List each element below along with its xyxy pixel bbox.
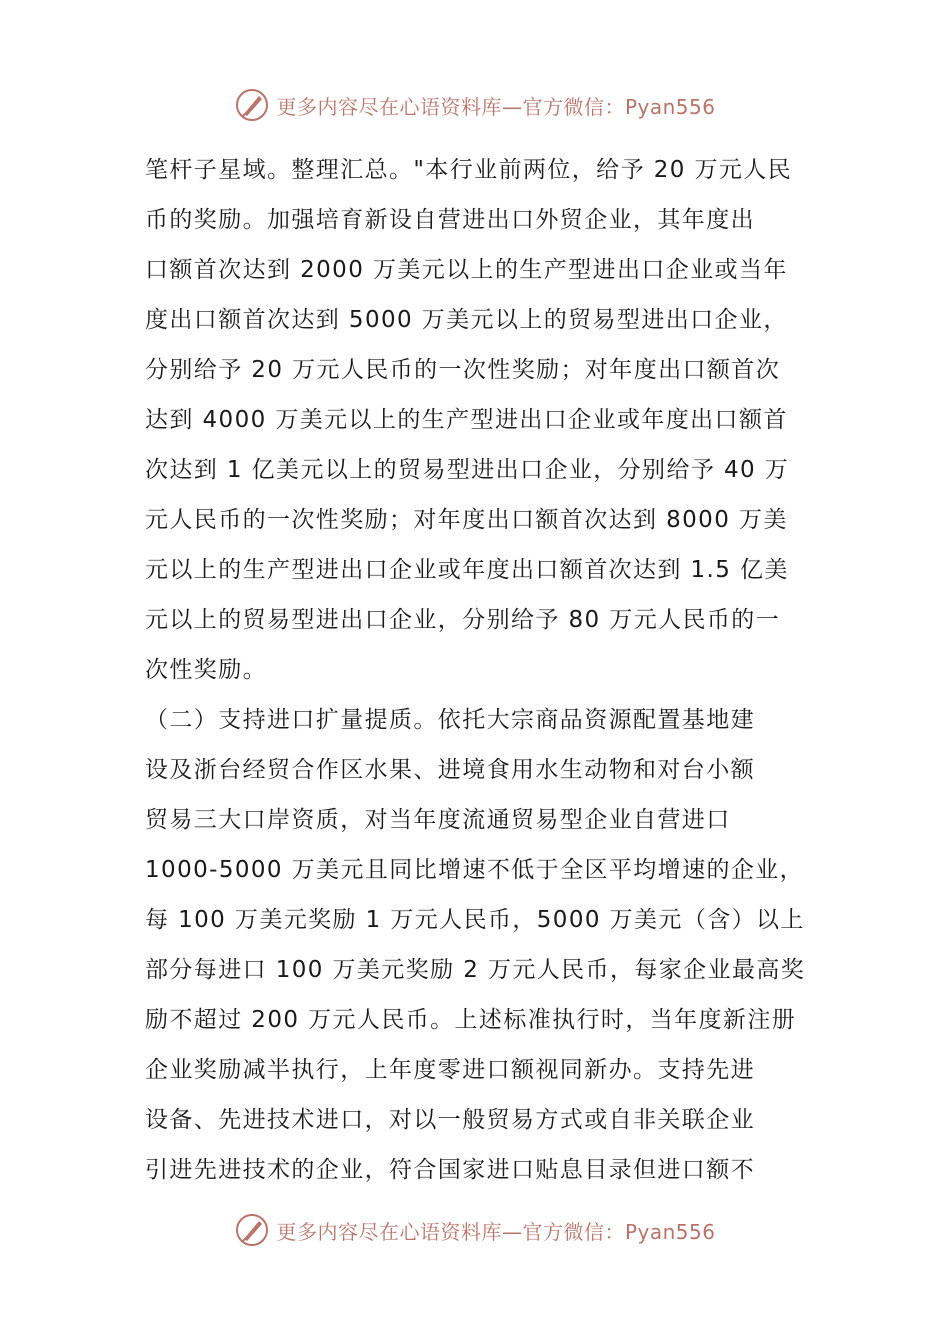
- text-line: 达到 4000 万美元以上的生产型进出口企业或年度出口额首: [145, 407, 788, 433]
- header-watermark: [0, 85, 950, 125]
- text-line: 元以上的贸易型进出口企业，分别给予 80 万元人民币的一: [145, 607, 781, 633]
- text-line: 次性奖励。: [145, 657, 267, 683]
- text-line: （二）支持进口扩量提质。依托大宗商品资源配置基地建: [145, 707, 755, 733]
- pen-logo-icon: [234, 87, 270, 123]
- text-line: 次达到 1 亿美元以上的贸易型进出口企业，分别给予 40 万: [145, 457, 790, 483]
- text-line: 元以上的生产型进出口企业或年度出口额首次达到 1.5 亿美: [145, 557, 789, 583]
- pen-logo-icon: [234, 1212, 270, 1248]
- text-line: 励不超过 200 万元人民币。上述标准执行时，当年度新注册: [145, 1007, 797, 1033]
- text-line: 笔杆子星域。整理汇总。"本行业前两位，给予 20 万元人民: [145, 157, 793, 183]
- text-line: 度出口额首次达到 5000 万美元以上的贸易型进出口企业，: [145, 307, 788, 333]
- text-line: 元人民币的一次性奖励；对年度出口额首次达到 8000 万美: [145, 507, 788, 533]
- text-line: 贸易三大口岸资质，对当年度流通贸易型企业自营进口: [145, 807, 731, 833]
- header-watermark-text: 更多内容尽在心语资料库—官方微信：Pyan556: [276, 94, 716, 119]
- footer-watermark-text: 更多内容尽在心语资料库—官方微信：Pyan556: [276, 1219, 716, 1244]
- text-line: 每 100 万美元奖励 1 万元人民币，5000 万美元（含）以上: [145, 907, 805, 933]
- text-line: 设及浙台经贸合作区水果、进境食用水生动物和对台小额: [145, 757, 755, 783]
- text-line: 引进先进技术的企业，符合国家进口贴息目录但进口额不: [145, 1157, 755, 1183]
- text-line: 部分每进口 100 万美元奖励 2 万元人民币，每家企业最高奖: [145, 957, 805, 983]
- text-line: 口额首次达到 2000 万美元以上的生产型进出口企业或当年: [145, 257, 788, 283]
- text-line: 设备、先进技术进口，对以一般贸易方式或自非关联企业: [145, 1107, 755, 1133]
- footer-watermark: [0, 1210, 950, 1250]
- text-line: 分别给予 20 万元人民币的一次性奖励；对年度出口额首次: [145, 357, 781, 383]
- document-body: [145, 145, 805, 1195]
- text-line: 币的奖励。加强培育新设自营进出口外贸企业，其年度出: [145, 207, 755, 233]
- text-line: 企业奖励减半执行，上年度零进口额视同新办。支持先进: [145, 1057, 755, 1083]
- text-line: 1000-5000 万美元且同比增速不低于全区平均增速的企业，: [145, 857, 805, 883]
